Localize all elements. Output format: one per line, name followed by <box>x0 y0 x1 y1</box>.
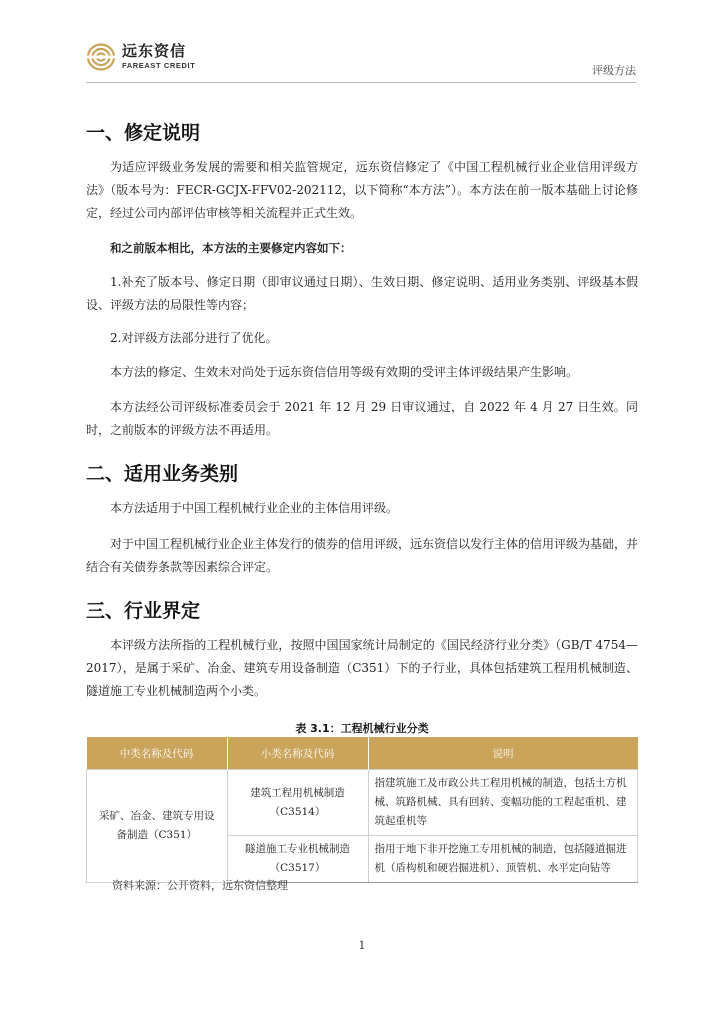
logo-english-name: FAREAST CREDIT <box>122 61 196 71</box>
company-logo <box>86 42 195 72</box>
revision-paragraph-3: 1.补充了版本号、修定日期（即审议通过日期）、生效日期、修定说明、适用业务类别、评级基本假设、评级方法的局限性等内容； <box>86 275 638 312</box>
section-title-industry: 三、行业界定 <box>86 600 201 622</box>
industry-classification-table <box>86 737 638 883</box>
logo-chinese-name: 远东资信 <box>122 42 187 61</box>
table-header-cell: 说明 <box>368 737 638 770</box>
page-header <box>86 38 636 83</box>
revision-paragraph-5: 本方法的修定、生效未对尚处于远东资信信用等级有效期的受评主体评级结果产生影响。 <box>110 365 579 379</box>
subclass-name: 隧道施工专业机械制造 <box>245 843 350 855</box>
table-header-cell: 小类名称及代码 <box>227 737 368 770</box>
subclass-description: 指建筑施工及市政公共工程用机械的制造，包括土方机械、筑路机械、具有回转、变幅功能的工程起重机、建筑起重机等 <box>368 770 638 836</box>
revision-paragraph-2: 和之前版本相比，本方法的主要修定内容如下： <box>110 241 352 255</box>
revision-paragraph-4: 2.对评级方法部分进行了优化。 <box>110 331 278 345</box>
revision-paragraph-6: 本方法经公司评级标准委员会于 2021 年 12 月 29 日审议通过，自 2022 年 4 月 27 日生效。同时，之前版本的评级方法不再适用。 <box>86 400 638 437</box>
revision-paragraph-1: 为适应评级业务发展的需要和相关监管规定，远东资信修定了《中国工程机械行业企业信用评级方法》（版本号为：FECR-GCJX-FFV02-202112，以下简称“本方法”）。本方法在前一版本基础上讨论修定，经过公司内部评估审核等相关流程并正式生效。 <box>86 160 638 220</box>
subclass-code: （C3514） <box>269 805 326 818</box>
subclass-cell <box>227 836 368 883</box>
fareast-credit-logo-icon <box>86 42 116 72</box>
table-header-row <box>87 737 638 770</box>
subclass-description: 指用于地下非开挖施工专用机械的制造，包括隧道掘进机（盾构机和硬岩掘进机）、顶管机、水平定向钻等 <box>368 836 638 883</box>
table-header-cell: 中类名称及代码 <box>87 737 228 770</box>
subclass-name: 建筑工程用机械制造 <box>250 786 345 799</box>
section-title-scope: 二、适用业务类别 <box>86 463 239 485</box>
data-source-note: 资料来源：公开资料，远东资信整理 <box>112 879 288 892</box>
table-row <box>87 770 638 836</box>
subclass-cell <box>227 770 368 836</box>
scope-paragraph-1: 本方法适用于中国工程机械行业企业的主体信用评级。 <box>110 501 399 515</box>
subclass-code: （C3517） <box>269 862 326 874</box>
scope-paragraph-2: 对于中国工程机械行业企业主体发行的债券的信用评级，远东资信以发行主体的信用评级为基础，并结合有关债券条款等因素综合评定。 <box>86 537 639 574</box>
table-caption: 表 3.1：工程机械行业分类 <box>295 722 429 735</box>
industry-paragraph-1: 本评级方法所指的工程机械行业，按照中国国家统计局制定的《国民经济行业分类》（GB/T 4754—2017），是属于采矿、冶金、建筑专用设备制造（C351）下的子行业，具体包括建筑工程用机械制造、隧道施工专业机械制造两个小类。 <box>86 638 638 698</box>
section-title-revision: 一、修定说明 <box>86 122 201 144</box>
page-number: 1 <box>358 939 366 952</box>
document-type-label: 评级方法 <box>592 64 636 77</box>
middle-class-cell: 采矿、冶金、建筑专用设备制造（C351） <box>87 770 228 883</box>
